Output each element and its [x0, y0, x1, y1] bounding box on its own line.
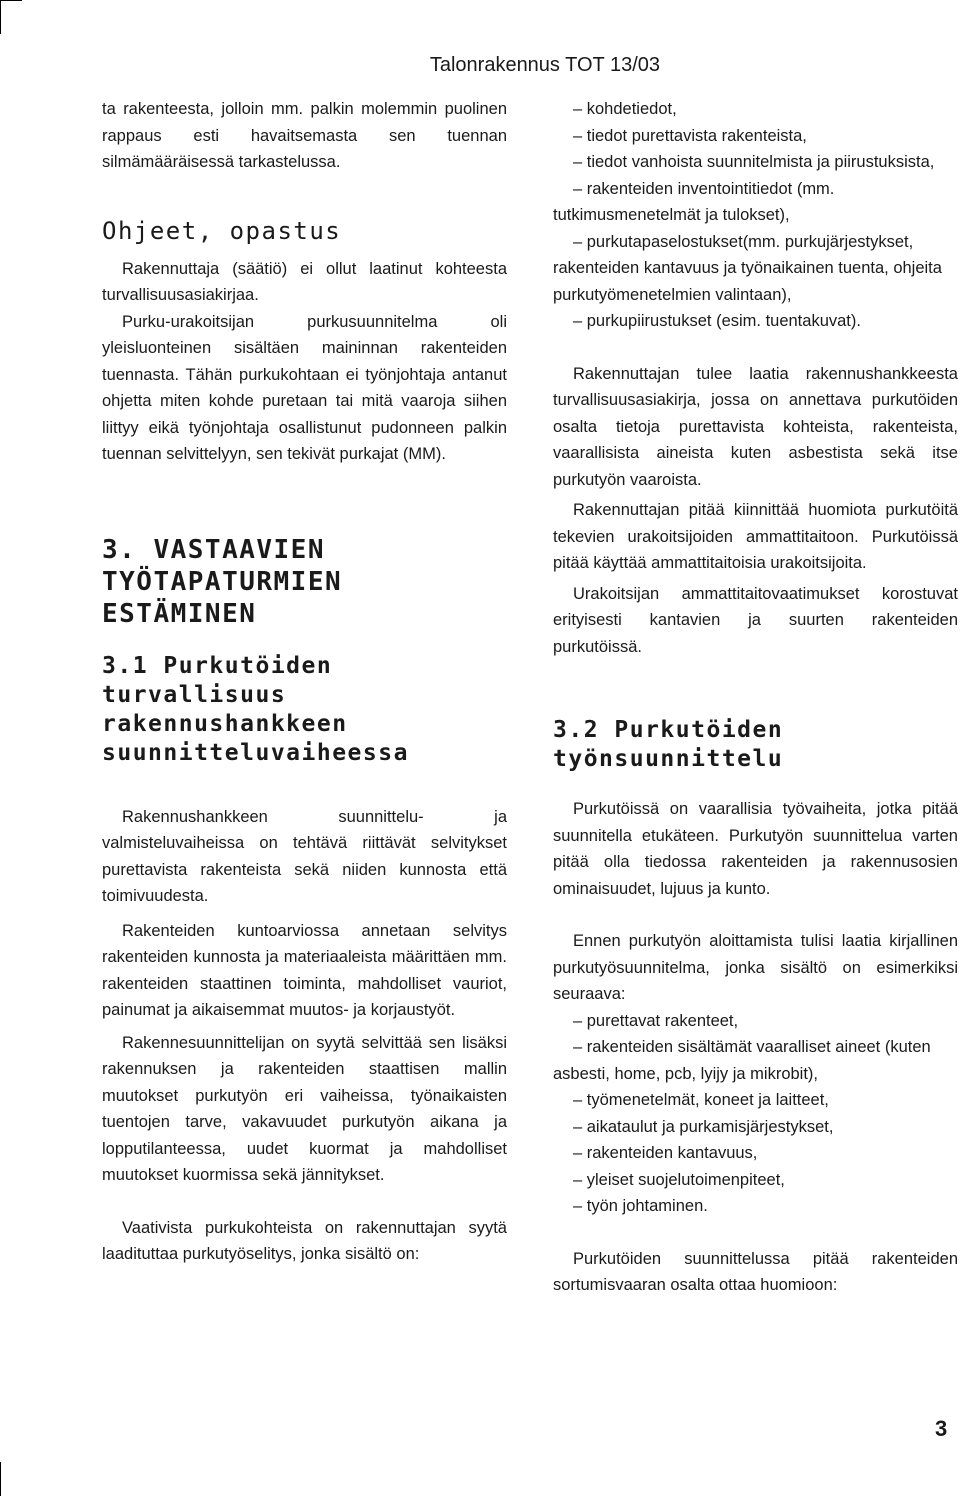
list-item: – tiedot vanhoista suunnitelmista ja piirustuksista,	[573, 153, 935, 171]
paragraph: Purkutöiden suunnittelussa pitää rakenteiden sortumisvaaran osalta ottaa huomioon:	[553, 1249, 958, 1294]
list-item: – tiedot purettavista rakenteista,	[573, 126, 807, 145]
paragraph: Vaativista purkukohteista on rakennuttajan syytä laadituttaa purkutyöselitys, jonka sisältö on:	[102, 1218, 507, 1263]
paragraph: Rakennuttajan tulee laatia rakennushankkeesta turvallisuusasiakirja, jossa on annettava purkutöiden osalta tietoja purettavista kohteista, rakenteista, vaarallisista aineista kuten asbestista sekä itse purkutyön vaaroista.	[553, 364, 958, 489]
running-header: Talonrakennus TOT 13/03	[429, 54, 660, 76]
paragraph: Purkutöissä on vaarallisia työvaiheita, jotka pitää suunnitella etukäteen. Purkutyön suunnittelua varten pitää olla tiedossa rakenteiden ja rakennusosien ominaisuudet, lujuus ja kunto.	[553, 800, 958, 898]
paragraph: Rakennuttaja (säätiö) ei ollut laatinut kohteesta turvallisuusasiakirjaa.	[102, 259, 507, 304]
crop-mark-top-left-horizontal	[0, 0, 22, 1]
list-item: – työmenetelmät, koneet ja laitteet,	[573, 1091, 829, 1109]
contents-list	[553, 96, 958, 335]
list-item: – rakenteiden inventointitiedot (mm. tutkimusmenetelmät ja tulokset),	[553, 179, 835, 224]
list-item: – purkupiirustukset (esim. tuentakuvat).	[573, 312, 861, 330]
list-item: – rakenteiden kantavuus,	[573, 1144, 758, 1162]
list-item: – yleiset suojelutoimenpiteet,	[573, 1170, 785, 1189]
list-item: – rakenteiden sisältämät vaaralliset aineet (kuten asbesti, home, pcb, lyijy ja mikrobit),	[553, 1038, 931, 1083]
left-column	[102, 96, 507, 1268]
paragraph: Rakenteiden kuntoarviossa annetaan selvitys rakenteiden kunnosta ja materiaaleista määrittäen mm. rakenteiden staattinen toiminta, mahdolliset vauriot, painumat ja aikaisemmat muutos- ja korjaustyöt.	[102, 921, 507, 1019]
paragraph: Rakennuttajan pitää kiinnittää huomiota purkutöitä tekevien urakoitsijoiden ammattitaitoon. Purkutöissä pitää käyttää ammattitaitoisia urakoitsijoita.	[553, 501, 958, 572]
heading-ohjeet-opastus: Ohjeet, opastus	[102, 216, 342, 245]
list-item: – työn johtaminen.	[573, 1197, 708, 1215]
list-item: – kohdetiedot,	[573, 100, 677, 118]
paragraph: Rakennushankkeen suunnittelu- ja valmisteluvaiheissa on tehtävä riittävät selvitykset purettavista rakenteista sekä niiden kunnosta että toimivuudesta.	[102, 807, 507, 905]
section-heading: 3. VASTAAVIEN TYÖTAPATURMIEN ESTÄMINEN	[102, 534, 343, 629]
paragraph: Urakoitsijan ammattitaitovaatimukset korostuvat erityisesti kantavien ja suurten rakenteiden purkutöissä.	[553, 584, 958, 656]
page-number: 3	[935, 1416, 948, 1441]
paragraph: ta rakenteesta, jolloin mm. palkin molemmin puolinen rappaus esti havaitsemasta sen tuennan silmämääräisessä tarkastelussa.	[102, 100, 507, 171]
list-item: – aikataulut ja purkamisjärjestykset,	[573, 1117, 834, 1136]
crop-mark-bottom-left-vertical	[0, 1462, 1, 1496]
work-plan-list	[553, 1008, 958, 1220]
list-item: – purettavat rakenteet,	[573, 1011, 739, 1030]
subsection-heading-3-2: 3.2 Purkutöiden työnsuunnittelu	[553, 717, 784, 772]
subsection-heading-3-1: 3.1 Purkutöiden turvallisuus rakennushankkeen suunnitteluvaiheessa	[102, 652, 409, 766]
paragraph: Purku-urakoitsijan purkusuunnitelma oli yleisluonteinen sisältäen maininnan rakenteiden tuennasta. Tähän purkukohtaan ei työnjohtaja antanut ohjetta miten kohde puretaan tai mitä vaaroja siihen liittyy eikä työnjohtaja osallistunut pudonneen palkin tuennan selvittelyyn, sen tekivät purkajat (MM).	[102, 312, 507, 463]
crop-mark-top-left-vertical	[0, 0, 1, 34]
paragraph: Ennen purkutyön aloittamista tulisi laatia kirjallinen purkutyösuunnitelma, jonka sisältö on esimerkiksi seuraava:	[553, 932, 958, 1003]
list-item: – purkutapaselostukset(mm. purkujärjestykset, rakenteiden kantavuus ja työnaikainen tuenta, ohjeita purkutyömenetelmien valintaan),	[553, 232, 942, 304]
paragraph: Rakennesuunnittelijan on syytä selvittää sen lisäksi rakennuksen ja rakenteiden staattisen mallin muutokset purkutyön eri vaiheissa, työnaikaisten tuentojen tarve, vakavuudet purkutyön aikana ja lopputilanteessa, uudet kuormat ja mahdolliset muutokset kuormissa sekä jännitykset.	[102, 1033, 507, 1184]
right-column	[553, 96, 958, 1299]
